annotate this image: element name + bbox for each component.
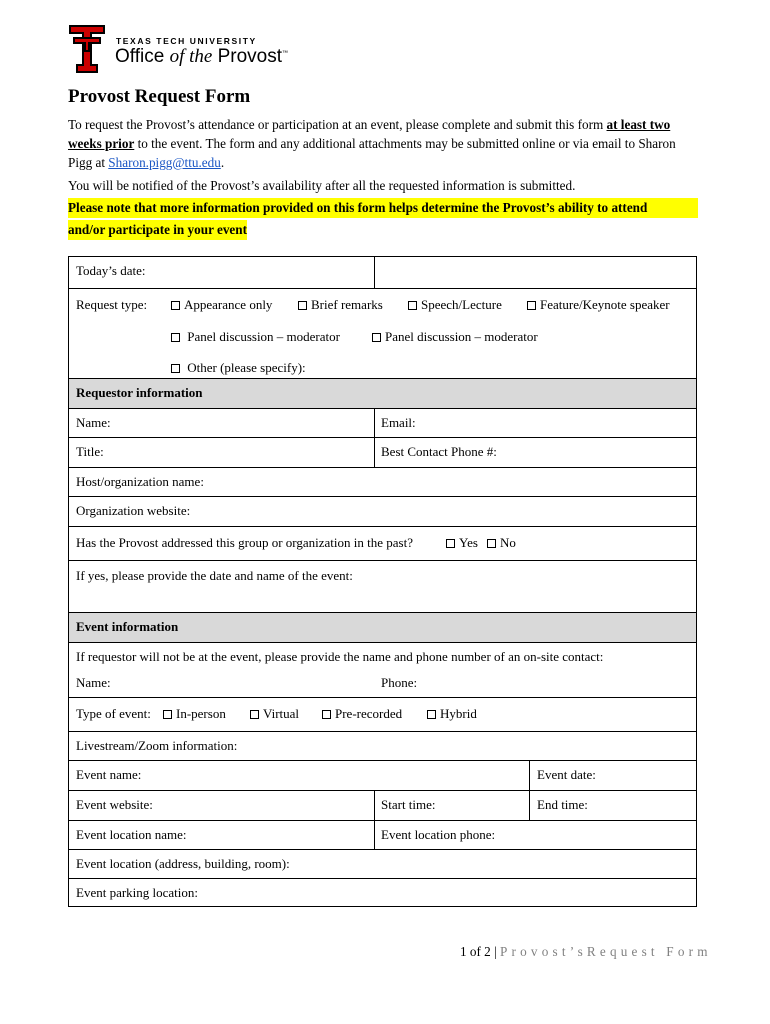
phone-label: Best Contact Phone #:	[381, 444, 497, 459]
if-yes-label: If yes, please provide the date and name of the event:	[76, 568, 353, 583]
option-speech-lecture[interactable]	[408, 297, 502, 313]
option-panel-moderator-2[interactable]	[372, 329, 538, 345]
option-in-person[interactable]	[163, 706, 226, 722]
host-row[interactable]	[69, 468, 696, 497]
start-time-cell[interactable]	[374, 791, 529, 820]
checkbox[interactable]	[446, 539, 455, 548]
event-date-label: Event date:	[537, 767, 596, 782]
checkbox[interactable]	[171, 301, 180, 310]
website-label: Organization website:	[76, 503, 191, 518]
location-phone-label: Event location phone:	[381, 827, 496, 842]
event-name-label[interactable]: Event name:	[76, 767, 142, 782]
trademark: ™	[282, 50, 289, 57]
intro-text-a: To request the Provost’s attendance or participation at an event, please complete and submit this form	[68, 117, 607, 132]
host-label: Host/organization name:	[76, 474, 204, 489]
checkbox[interactable]	[427, 710, 436, 719]
page-number: 1 of 2	[460, 944, 491, 959]
addressed-label: Has the Provost addressed this group or organization in the past?	[76, 535, 413, 550]
option-label: Brief remarks	[311, 297, 383, 312]
event-section-title: Event information	[76, 619, 179, 634]
note-line-1: Please note that more information provided on this form helps determine the Provost’s ability to attend	[68, 198, 698, 218]
onsite-label: If requestor will not be at the event, please provide the name and phone number of an on-site contact:	[76, 649, 604, 664]
page-footer	[460, 944, 712, 960]
checkbox[interactable]	[171, 364, 180, 373]
name-email-row	[69, 409, 696, 438]
office-of: of the	[169, 46, 213, 67]
option-appearance-only[interactable]	[171, 297, 272, 313]
option-hybrid[interactable]	[427, 706, 477, 722]
checkbox[interactable]	[487, 539, 496, 548]
onsite-name-label[interactable]: Name:	[76, 675, 111, 690]
event-website-label[interactable]: Event website:	[76, 797, 153, 812]
todays-date-row	[69, 257, 696, 289]
request-type-row	[69, 289, 696, 379]
option-no[interactable]	[487, 535, 516, 551]
checkbox[interactable]	[163, 710, 172, 719]
request-form	[68, 256, 697, 907]
office-name	[115, 46, 288, 68]
onsite-phone-label[interactable]: Phone:	[381, 675, 418, 690]
todays-date-label: Today’s date:	[76, 263, 146, 278]
location-address-label: Event location (address, building, room):	[76, 856, 290, 871]
requestor-section-title: Requestor information	[76, 385, 203, 400]
location-address-row[interactable]	[69, 850, 696, 879]
event-website-row	[69, 791, 696, 821]
request-type-label: Request type:	[76, 297, 148, 312]
checkbox[interactable]	[527, 301, 536, 310]
footer-separator: |	[494, 944, 497, 959]
location-name-row	[69, 821, 696, 850]
end-time-cell[interactable]	[529, 791, 696, 820]
phone-cell[interactable]	[374, 438, 696, 467]
option-feature-keynote[interactable]	[527, 297, 670, 313]
footer-label: Provost’sRequest Form	[500, 944, 712, 959]
option-label: Pre-recorded	[335, 706, 403, 721]
onsite-contact-row	[69, 643, 696, 698]
website-row[interactable]	[69, 497, 696, 527]
checkbox[interactable]	[250, 710, 259, 719]
note-line-2: and/or participate in your event	[68, 220, 247, 240]
page-title: Provost Request Form	[68, 86, 251, 107]
option-label: Hybrid	[440, 706, 477, 721]
todays-date-field[interactable]	[374, 257, 696, 288]
start-time-label: Start time:	[381, 797, 436, 812]
option-label: Panel discussion – moderator	[187, 329, 340, 344]
checkbox[interactable]	[298, 301, 307, 310]
intro-end: .	[220, 155, 225, 170]
option-label: Appearance only	[184, 297, 273, 312]
event-type-label: Type of event:	[76, 706, 151, 721]
office-suffix: Provost	[217, 46, 283, 67]
checkbox[interactable]	[408, 301, 417, 310]
event-name-row	[69, 761, 696, 791]
office-prefix: Office	[115, 46, 165, 67]
intro-text-b: to the event. The form and any additional attachments may be submitted online or via email to Sharon Pigg at	[68, 136, 676, 170]
event-section-header	[69, 613, 696, 643]
option-label: Panel discussion – moderator	[385, 329, 538, 344]
requestor-section-header	[69, 379, 696, 409]
checkbox[interactable]	[171, 333, 180, 342]
option-yes[interactable]	[446, 535, 478, 551]
option-label: No	[500, 535, 516, 550]
option-label: Yes	[459, 535, 478, 550]
university-name: TEXAS TECH UNIVERSITY	[116, 36, 257, 46]
name-label: Name:	[76, 415, 111, 430]
livestream-label: Livestream/Zoom information:	[76, 738, 238, 753]
option-label: Virtual	[263, 706, 300, 721]
intro-deadline: at least two weeks prior	[68, 117, 671, 151]
option-panel-moderator-1[interactable]	[171, 329, 340, 345]
end-time-label: End time:	[537, 797, 588, 812]
parking-label: Event parking location:	[76, 885, 199, 900]
location-phone-cell[interactable]	[374, 821, 696, 849]
event-type-row	[69, 698, 696, 732]
email-label: Email:	[381, 415, 416, 430]
option-label: Feature/Keynote speaker	[540, 297, 670, 312]
intro-paragraph	[68, 115, 700, 172]
double-t-logo-icon	[68, 24, 106, 74]
parking-row[interactable]	[69, 879, 696, 906]
option-pre-recorded[interactable]	[322, 706, 402, 722]
location-name-label[interactable]: Event location name:	[76, 827, 187, 842]
title-label: Title:	[76, 444, 104, 459]
event-date-cell[interactable]	[529, 761, 696, 790]
livestream-row[interactable]	[69, 732, 696, 761]
ttu-logo	[68, 24, 298, 76]
checkbox[interactable]	[322, 710, 331, 719]
email-link[interactable]: Sharon.pigg@ttu.edu	[108, 155, 221, 170]
option-virtual[interactable]	[250, 706, 299, 722]
addressed-row	[69, 527, 696, 561]
title-phone-row	[69, 438, 696, 468]
notify-text: You will be notified of the Provost’s availability after all the requested information is submitted.	[68, 178, 576, 193]
option-label: Speech/Lecture	[421, 297, 502, 312]
option-brief-remarks[interactable]	[298, 297, 383, 313]
email-cell[interactable]	[374, 409, 696, 437]
if-yes-row[interactable]	[69, 561, 696, 613]
option-label: In-person	[176, 706, 226, 721]
option-label: Other (please specify):	[187, 360, 306, 375]
checkbox[interactable]	[372, 333, 381, 342]
option-other[interactable]	[171, 360, 306, 376]
